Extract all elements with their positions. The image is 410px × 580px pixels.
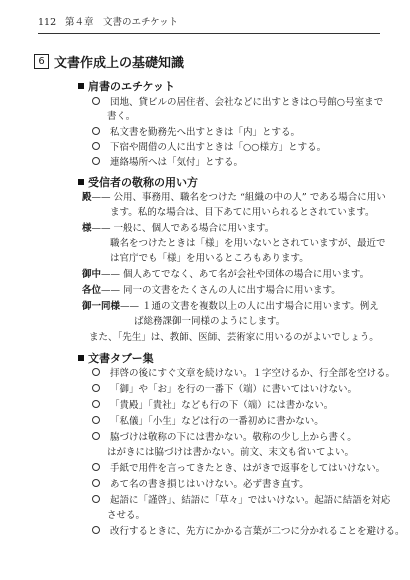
circle-bullet-icon — [92, 495, 100, 503]
header-rule — [38, 33, 380, 34]
list-item: 拝啓の後にすぐ文章を続けない。１字空けるか、行全部を空ける。 — [92, 368, 395, 380]
honorific-dono: 殿—— 公用、事務用、職名をつけた “組織の中の人” である場合に用い — [82, 192, 386, 203]
list-item-continuation: はがきには脇づけは書かない。前文、末文も省いてよい。 — [107, 447, 355, 458]
circle-bullet-icon — [92, 157, 100, 165]
subheading-taboo — [78, 350, 154, 366]
square-bullet-icon — [78, 179, 84, 185]
section-heading — [34, 52, 184, 71]
list-item: 手紙で用件を言ってきたとき、はがきで返事をしてはいけない。 — [92, 463, 385, 475]
honorific-term: 御一同様 — [82, 301, 121, 312]
page-number: 112 — [38, 17, 57, 28]
circle-bullet-icon — [92, 479, 100, 487]
list-item: あて名の書き損じはいけない。必ず書き直す。 — [92, 479, 309, 491]
honorific-onichidosama-cont: ば総務課御一同様のようにします。 — [134, 316, 286, 327]
subheading-label: 文書タブー集 — [88, 352, 154, 365]
list-item: 改行するときに、先方にかかる言葉が二つに分かれることを避ける。 — [92, 526, 405, 538]
circle-bullet-icon — [92, 97, 100, 105]
circle-bullet-icon — [92, 400, 100, 408]
list-item-continuation: 書く。 — [107, 111, 136, 122]
section-title: 文書作成上の基礎知識 — [54, 56, 185, 71]
list-item: 団地、貸ビルの居住者、会社などに出すときは○号館○号室まで — [92, 97, 383, 109]
square-bullet-icon — [78, 83, 84, 89]
subheading-label: 受信者の敬称の用い方 — [88, 176, 198, 189]
honorific-onchu: 御中—— 個人あてでなく、あて名が会社や団体の場合に用います。 — [82, 269, 370, 280]
circle-bullet-icon — [92, 368, 100, 376]
running-head — [38, 14, 178, 28]
subheading-label: 肩書のエチケット — [88, 80, 176, 93]
circle-bullet-icon — [92, 384, 100, 392]
circle-bullet-icon — [92, 142, 100, 150]
list-item: 連絡場所へは「気付」とする。 — [92, 157, 243, 169]
honorific-sensei-note: また、「先生」は、教師、医師、芸術家に用いるのがよいでしょう。 — [89, 332, 379, 343]
circle-bullet-icon — [92, 463, 100, 471]
honorific-sama: 様—— 一般に、個人である場合に用います。 — [82, 223, 275, 234]
honorific-dono-cont: ます。私的な場合は、目下あてに用いられるとされています。 — [110, 207, 375, 218]
list-item: 起語に「謹啓」、結語に「草々」ではいけない。起語に結語を対応 — [92, 495, 390, 507]
list-item-continuation: させる。 — [107, 510, 146, 521]
subheading-katagaki — [78, 78, 175, 94]
honorific-sama-cont: は官庁でも「様」を用いるところもあります。 — [110, 253, 309, 264]
chapter-title: 第４章 文書のエチケット — [65, 17, 179, 28]
honorific-term: 御中 — [82, 269, 102, 280]
list-item: 私文書を勤務先へ出すときは「内」とする。 — [92, 127, 300, 139]
honorific-kakui: 各位—— 同一の文書をたくさんの人に出す場合に用います。 — [82, 285, 341, 296]
honorific-term: 各位 — [82, 285, 102, 296]
circle-bullet-icon — [92, 432, 100, 440]
section-number-box: 6 — [34, 54, 49, 69]
list-item: 「御」や「お」を行の一番下（端）に書いてはいけない。 — [92, 384, 357, 396]
honorific-sama-cont: 職名をつけたときは「様」を用いないとされていますが、最近で — [110, 238, 386, 249]
honorific-term: 様 — [82, 223, 92, 234]
subheading-keisho — [78, 174, 198, 190]
list-item: 脇づけは敬称の下には書かない。敬称の少し上から書く。 — [92, 432, 357, 444]
circle-bullet-icon — [92, 526, 100, 534]
list-item: 「私儀」「小生」などは行の一番初めに書かない。 — [92, 416, 324, 428]
circle-bullet-icon — [92, 416, 100, 424]
list-item: 「貴殿」「貴社」なども行の下（端）には書かない。 — [92, 400, 333, 412]
honorific-term: 殿 — [82, 192, 92, 203]
honorific-onichidosama: 御一同様—— １通の文書を複数以上の人に出す場合に用います。例え — [82, 301, 379, 312]
circle-bullet-icon — [92, 127, 100, 135]
list-item: 下宿や間借の人に出すときは「○○様方」とする。 — [92, 142, 326, 154]
square-bullet-icon — [78, 355, 84, 361]
